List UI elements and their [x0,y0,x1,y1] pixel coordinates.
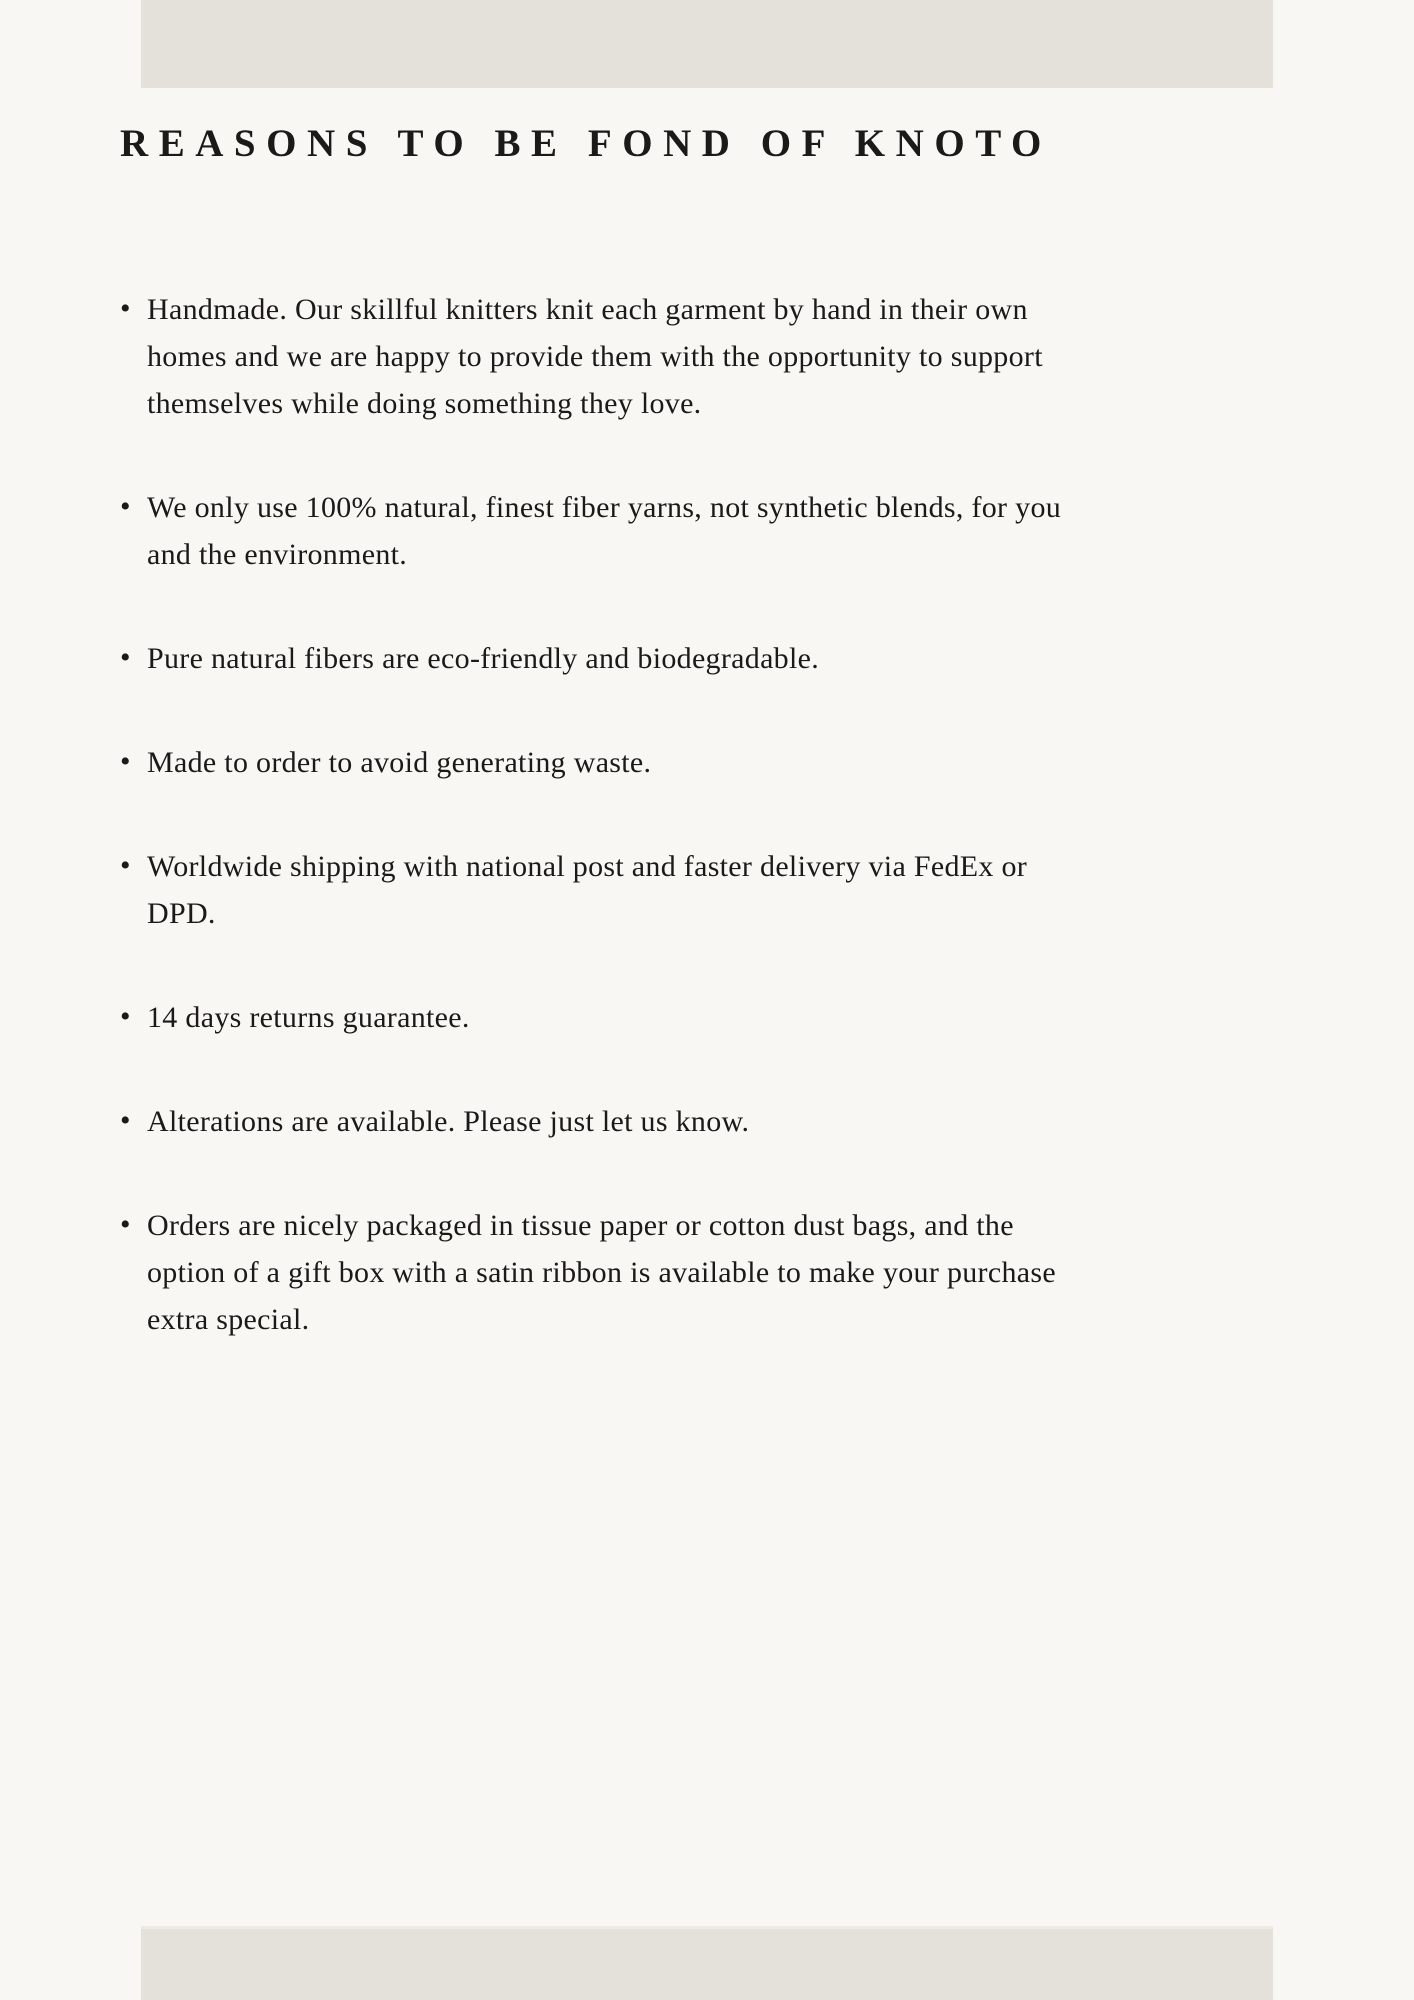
list-item [120,994,1085,1041]
content-area [0,88,1414,1343]
bullet-icon: • [120,490,131,523]
list-item [120,484,1085,578]
page-title: REASONS TO BE FOND OF KNOTO [120,122,1052,165]
list-item [120,843,1085,937]
bullet-icon: • [120,849,131,882]
list-item-text: 14 days returns guarantee. [147,1001,470,1034]
bullet-icon: • [120,292,131,325]
list-item-text: Made to order to avoid generating waste. [147,746,652,779]
list-item [120,739,1085,786]
list-item [120,286,1085,427]
bullet-icon: • [120,1208,131,1241]
bottom-banner [141,1926,1273,2000]
list-item-text: Worldwide shipping with national post and faster delivery via FedEx or DPD. [147,850,1028,930]
bullet-icon: • [120,1000,131,1033]
list-item [120,1098,1085,1145]
list-item-text: Handmade. Our skillful knitters knit each garment by hand in their own homes and we are happy to provide them with the opportunity to support themselves while doing something they love. [147,293,1043,420]
list-item [120,1202,1085,1343]
list-item [120,635,1085,682]
list-item-text: We only use 100% natural, finest fiber yarns, not synthetic blends, for you and the environment. [147,491,1062,571]
list-item-text: Pure natural fibers are eco-friendly and biodegradable. [147,642,820,675]
list-item-text: Orders are nicely packaged in tissue paper or cotton dust bags, and the option of a gift box with a satin ribbon is available to make your purchase extra special. [147,1209,1056,1336]
benefits-list [120,286,1085,1343]
top-banner [141,0,1273,88]
list-item-text: Alterations are available. Please just let us know. [147,1105,750,1138]
bullet-icon: • [120,1104,131,1137]
bullet-icon: • [120,641,131,674]
bullet-icon: • [120,745,131,778]
